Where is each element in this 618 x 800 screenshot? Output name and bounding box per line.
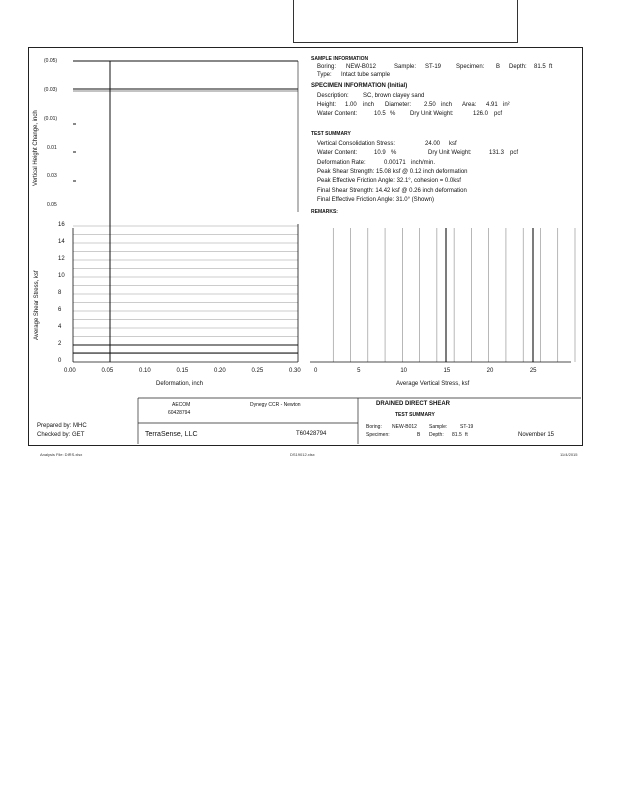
area-label: Area: [462,102,477,108]
tb-client-no: 60428794 [168,410,191,416]
shear-xtick-0: 0.00 [64,368,76,374]
description-label: Description: [317,93,349,99]
remarks-heading: REMARKS: [311,209,338,215]
footer-center: DS19012.xlsx [290,452,315,457]
tb-depth-unit: ft [465,432,468,438]
top-chart-ylabel: Vertical Height Change, inch [33,110,39,186]
top-ytick-3: (0.01) [44,116,58,122]
sample-label: Sample: [394,64,417,70]
tb-job-no: T60428794 [296,431,327,437]
peak-shear: Peak Shear Strength: 15.08 ksf @ 0.12 inch deformation [317,169,468,175]
shear-xtick-6: 0.30 [289,368,301,374]
tb-title2: TEST SUMMARY [395,412,435,418]
shear-xtick-4: 0.20 [214,368,226,374]
water-label: Water Content: [317,111,358,117]
tb-sample-label: Sample: [429,424,448,430]
diameter-unit: inch [441,102,453,108]
shear-ytick-5: 10 [58,273,65,279]
envelope-xtick-0: 0 [314,368,318,374]
tb-boring: NEW-B012 [392,424,417,430]
tb-depth-label: Depth: [429,432,444,438]
shear-ytick-1: 2 [58,341,62,347]
final-dry-label: Dry Unit Weight: [428,150,472,156]
peak-effective: Peak Effective Friction Angle: 32.1°, cohesion = 0.0ksf [317,178,461,184]
sample-info-heading: SAMPLE INFORMATION [311,56,369,62]
rate-unit: inch/min. [411,160,436,166]
footer-right: 11/4/2015 [560,452,578,457]
depth-unit: ft [549,64,553,70]
top-ytick-4: 0.01 [47,145,57,151]
shear-xtick-3: 0.15 [176,368,189,374]
shear-xtick-1: 0.05 [101,368,114,374]
top-ytick-1: (0.05) [44,58,58,64]
shear-ytick-8: 16 [58,222,65,228]
description-value: SC, brown clayey sand [363,93,425,99]
specimen-info-heading: SPECIMEN INFORMATION (Initial) [311,83,408,89]
tb-project: Dynegy CCR - Newton [250,402,301,408]
tb-company: TerraSense, LLC [145,431,198,438]
boring-label: Boring: [317,64,337,70]
test-summary-heading: TEST SUMMARY [311,131,351,137]
tb-prepared: Prepared by: MHC [37,423,87,429]
tb-title1: DRAINED DIRECT SHEAR [376,401,451,407]
consol-value: 24.00 [425,141,441,147]
rate-label: Deformation Rate: [317,160,366,166]
tb-date: November 15 [518,432,555,438]
envelope-xtick-4: 20 [486,368,494,374]
shear-ytick-0: 0 [58,358,62,364]
tb-depth: 81.5 [452,432,462,438]
envelope-xtick-2: 10 [400,368,408,374]
dry-label: Dry Unit Weight: [410,111,454,117]
shear-xtick-5: 0.25 [251,368,264,374]
height-value: 1.00 [345,102,357,108]
specimen-label: Specimen: [456,64,485,70]
shear-chart-ylabel: Average Shear Stress, ksf [34,270,40,340]
depth-value: 81.5 [534,64,546,70]
shear-ytick-2: 4 [58,324,62,330]
final-effective: Final Effective Friction Angle: 31.0° (Shown) [317,197,435,203]
water-value: 10.5 [374,111,386,117]
top-ytick-2: (0.03) [44,87,58,93]
sample-value: ST-19 [425,64,442,70]
tb-checked: Checked by: GET [37,432,85,438]
boring-value: NEW-B012 [346,64,376,70]
final-water-value: 10.9 [374,150,386,156]
tb-specimen: B [417,432,421,438]
consol-label: Vertical Consolidation Stress: [317,141,396,147]
shear-ytick-6: 12 [58,256,65,262]
final-water-unit: % [391,150,397,156]
envelope-xtick-5: 25 [529,368,537,374]
height-unit: inch [363,102,375,108]
depth-label: Depth: [509,64,527,70]
envelope-xlabel: Average Vertical Stress, ksf [396,381,470,387]
dry-value: 126.0 [473,111,489,117]
tb-client: AECOM [172,402,191,408]
tb-sample: ST-19 [460,424,474,430]
tb-boring-label: Boring: [366,424,382,430]
tb-specimen-label: Specimen: [366,432,390,438]
rate-value: 0.00171 [384,160,406,166]
diameter-label: Diameter: [385,102,412,108]
final-dry-value: 131.3 [489,150,505,156]
type-value: Intact tube sample [341,72,391,78]
envelope-xtick-1: 5 [357,368,361,374]
shear-ytick-7: 14 [58,239,65,245]
final-shear: Final Shear Strength: 14.42 ksf @ 0.26 inch deformation [317,188,467,194]
shear-ytick-3: 6 [58,307,62,313]
final-water-label: Water Content: [317,150,358,156]
top-ytick-6: 0.05 [47,202,57,208]
height-label: Height: [317,102,337,108]
shear-ytick-4: 8 [58,290,62,296]
envelope-xtick-3: 15 [443,368,451,374]
top-ytick-5: 0.03 [47,173,57,179]
final-dry-unit: pcf [510,150,519,156]
dry-unit: pcf [494,111,503,117]
area-unit: in² [503,102,510,108]
shear-xtick-2: 0.10 [139,368,151,374]
specimen-value: B [496,64,501,70]
type-label: Type: [317,72,332,78]
shear-chart-xlabel: Deformation, inch [156,381,204,387]
water-unit: % [390,111,396,117]
area-value: 4.91 [486,102,498,108]
footer-left: Analysis File: DIRS.xlsx [40,452,83,457]
consol-unit: ksf [449,141,457,147]
diameter-value: 2.50 [424,102,436,108]
